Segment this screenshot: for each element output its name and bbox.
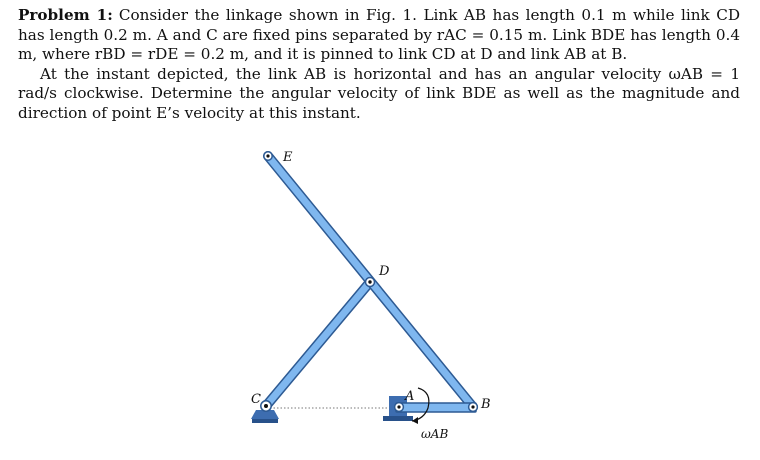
link-cd-fill	[266, 282, 370, 406]
label-e: E	[283, 150, 293, 165]
ground-support-c	[251, 410, 279, 423]
pin-c	[261, 401, 271, 411]
link-ab	[396, 403, 476, 412]
pin-d	[366, 278, 375, 287]
label-a: A	[405, 389, 415, 404]
label-omega-ab: ωAB	[421, 427, 449, 441]
pin-b	[469, 403, 478, 412]
problem-paragraph-2: At the instant depicted, the link AB is horizontal and has an angular velocity ωAB = 1 rad/s clockwise. Determine the angular velocity of link BDE as well as the magnitude and direction of point E’s velocity at this instant.	[18, 64, 740, 122]
label-b: B	[481, 397, 491, 412]
label-c: C	[251, 392, 261, 407]
label-d: D	[379, 264, 390, 279]
pin-e	[264, 152, 272, 160]
problem-lead: Problem 1:	[18, 6, 113, 24]
pin-a	[395, 403, 404, 412]
problem-paragraph-1-text: Consider the linkage shown in Fig. 1. Link AB has length 0.1 m while link CD has length 0.2 m. A and C are fixed pins separated by rAC = 0.15 m. Link BDE has length 0.4 m, where rBD = rDE = 0.2 m, and it is pinned to link CD at D and link AB at B.	[18, 6, 740, 63]
